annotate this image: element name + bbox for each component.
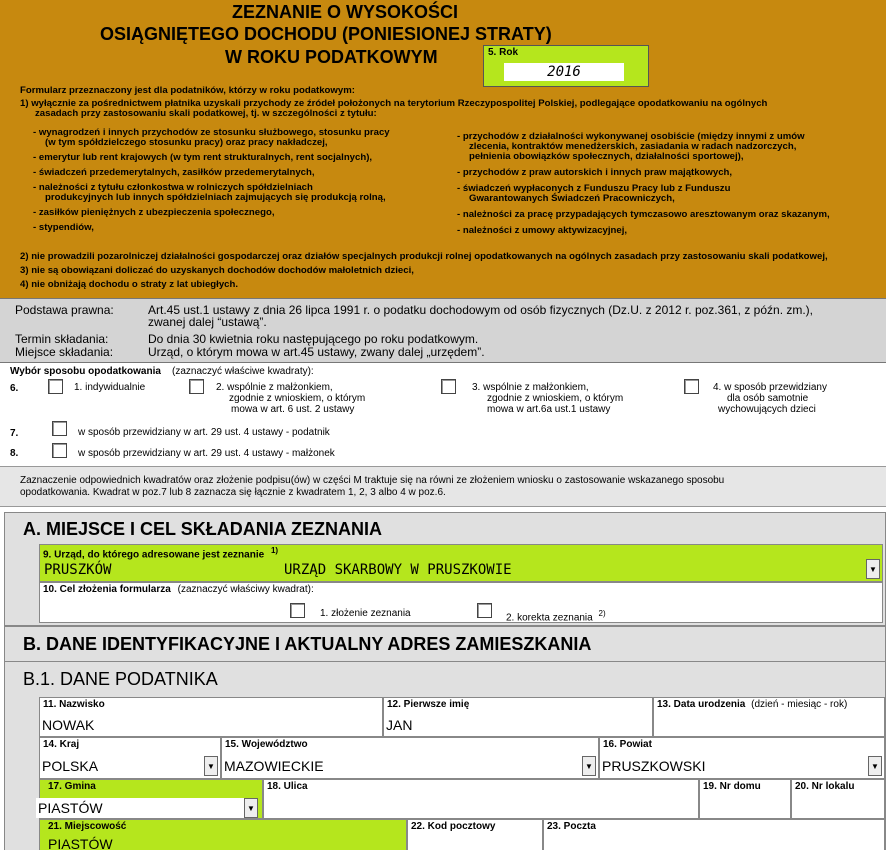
section-b1-title: B.1. DANE PODATNIKA — [23, 669, 218, 689]
section-b-divider — [5, 661, 885, 662]
opt1-checkbox[interactable] — [48, 379, 63, 394]
nazwisko-input[interactable]: NOWAK — [42, 717, 95, 733]
field-22-label: 22. Kod pocztowy — [411, 821, 496, 832]
opt4-label — [713, 382, 827, 415]
miejsce-label: Miejsce składania: — [15, 345, 114, 359]
section-a-title: A. MIEJSCE I CEL SKŁADANIA ZEZNANIA — [23, 519, 383, 539]
field-16-label: 16. Powiat — [603, 739, 652, 750]
rok-label: 5. Rok — [488, 47, 519, 58]
termin-value: Do dnia 30 kwietnia roku następującego po roku podatkowym. — [148, 332, 479, 346]
field-15 — [221, 737, 599, 779]
row7-number: 7. — [10, 428, 19, 439]
opt4-line: wychowujących dzieci — [718, 404, 816, 415]
field-14 — [39, 737, 221, 779]
field-17-label: 17. Gmina — [48, 781, 96, 792]
cel-korekta-text: 2. korekta zeznania — [506, 612, 593, 624]
legal-info — [0, 298, 886, 362]
opt3-label — [472, 382, 623, 415]
intro-list-line: pełnienia obowiązków społecznych, działalności sportowej), — [469, 151, 744, 162]
gmina-select[interactable]: PIASTÓW — [38, 800, 103, 816]
intro-list-line: - świadczeń przedemerytalnych, zasiłków przedemerytalnych, — [33, 167, 315, 178]
intro-list-line: - wynagrodzeń i innych przychodów ze stosunku służbowego, stosunku pracy — [33, 127, 390, 138]
intro-heading: Formularz przeznaczony jest dla podatników, którzy w roku podatkowym: — [20, 85, 355, 96]
field-15-label: 15. Województwo — [225, 739, 308, 750]
section-b-title: B. DANE IDENTYFIKACYJNE I AKTUALNY ADRES ZAMIESZKANIA — [23, 634, 592, 654]
wybor-note — [0, 466, 886, 507]
row6-number: 6. — [10, 383, 19, 394]
opt3-line: 3. wspólnie z małżonkiem, — [472, 382, 589, 393]
opt1-label — [74, 382, 145, 393]
gmina-dropdown-icon[interactable]: ▼ — [244, 798, 258, 818]
field-20 — [791, 779, 885, 819]
podstawa-label: Podstawa prawna: — [15, 303, 114, 317]
section-b — [4, 626, 886, 850]
opt2-line: zgodnie z wnioskiem, o którym — [229, 393, 366, 404]
field-12-label: 12. Pierwsze imię — [387, 699, 470, 710]
opt3-line: mowa w art.6a ust.1 ustawy — [487, 404, 611, 415]
field-9-footnote: 1) — [270, 546, 279, 555]
title-line1: ZEZNANIE O WYSOKOŚCI — [232, 2, 459, 22]
cel-korekta-footnote: 2) — [598, 609, 606, 618]
note-line2: opodatkowania. Kwadrat w poz.7 lub 8 zaznacza się łącznie z kwadratem 1, 2, 3 albo 4 w poz.6. — [20, 487, 446, 498]
row7-checkbox[interactable] — [52, 421, 67, 436]
intro-list-line: - należności z tytułu członkostwa w rolniczych spółdzielniach — [33, 182, 313, 193]
field-9 — [39, 544, 883, 582]
rok-input[interactable]: 2016 — [504, 63, 624, 81]
field-20-label: 20. Nr lokalu — [795, 781, 855, 792]
intro-list-line: - należności z umowy aktywizacyjnej, — [457, 225, 628, 236]
opt2-checkbox[interactable] — [189, 379, 204, 394]
field-13-label-text: 13. Data urodzenia — [657, 699, 746, 710]
gmina-value-box — [36, 798, 258, 818]
field-18 — [263, 779, 699, 819]
field-9-dropdown-icon[interactable]: ▼ — [866, 559, 880, 579]
podstawa-line2: zwanej dalej “ustawą”. — [148, 315, 267, 329]
miejscowosc-input[interactable]: PIASTÓW — [48, 836, 113, 850]
row8-number: 8. — [10, 448, 19, 459]
opt4-line: dla osób samotnie — [727, 393, 809, 404]
section-a — [4, 512, 886, 626]
intro-list-line: - świadczeń wypłaconych z Funduszu Pracy lub z Funduszu — [457, 183, 731, 194]
field-12 — [383, 697, 653, 737]
field-10 — [39, 582, 883, 623]
intro-list-line: (w tym spółdzielczego stosunku pracy) oraz pracy nakładczej, — [45, 137, 328, 148]
cel-korekta-label — [506, 608, 606, 623]
intro-list-line: produkcyjnych lub innych spółdzielniach zajmujących się produkcją rolną, — [45, 192, 386, 203]
intro-list-line: - przychodów z praw autorskich i innych praw majątkowych, — [457, 167, 733, 178]
field-11 — [39, 697, 383, 737]
cel-zlozenie-checkbox[interactable] — [290, 603, 305, 618]
intro-p2: 2) nie prowadzili pozarolniczej działalności gospodarczej oraz działów specjalnych produkcji rolnej opodatkowanych na ogólnych zasadach przy zastosowaniu skali podatkowej, — [20, 251, 828, 262]
field-9-label — [43, 546, 278, 560]
field-10-label-text: 10. Cel złożenia formularza — [43, 584, 171, 595]
intro-list-line: zlecenia, kontraktów menedżerskich, zasiadania w radach nadzorczych, — [469, 141, 797, 152]
opt1-line: 1. indywidualnie — [74, 382, 146, 393]
field-23 — [543, 819, 885, 850]
powiat-select[interactable]: PRUSZKOWSKI — [602, 758, 706, 774]
field-22 — [407, 819, 543, 850]
row8-label: w sposób przewidziany w art. 29 ust. 4 ustawy - małżonek — [78, 448, 335, 459]
field-13-hint: (dzień - miesiąc - rok) — [751, 699, 848, 710]
intro-list-line: - przychodów z działalności wykonywanej osobiście (między innymi z umów — [457, 131, 805, 142]
field-13 — [653, 697, 885, 737]
field-21 — [39, 819, 407, 850]
rok-field — [483, 45, 649, 87]
intro-list-line: Gwarantowanych Świadczeń Pracowniczych, — [469, 193, 675, 204]
wojewodztwo-dropdown-icon[interactable]: ▼ — [582, 756, 596, 776]
field-13-label — [657, 699, 847, 710]
intro-p3: 3) nie są obowiązani doliczać do uzyskanych dochodów dochodów małoletnich dzieci, — [20, 265, 414, 276]
opt3-checkbox[interactable] — [441, 379, 456, 394]
miejsce-value: Urząd, o którym mowa w art.45 ustawy, zwany dalej „urzędem”. — [148, 345, 485, 359]
intro-p1-line1: 1) wyłącznie za pośrednictwem płatnika uzyskali przychody ze źródeł położonych na terytorium Rzeczypospolitej Polskiej, podlegające opodatkowaniu na ogólnych — [20, 98, 768, 109]
opt2-label — [216, 382, 365, 415]
row7-label: w sposób przewidziany w art. 29 ust. 4 ustawy - podatnik — [78, 427, 330, 438]
field-14-label: 14. Kraj — [43, 739, 80, 750]
wojewodztwo-select[interactable]: MAZOWIECKIE — [224, 758, 324, 774]
opt2-line: 2. wspólnie z małżonkiem, — [216, 382, 333, 393]
intro-p4: 4) nie obniżają dochodu o straty z lat ubiegłych. — [20, 279, 239, 290]
wybor-section — [0, 362, 886, 466]
kraj-dropdown-icon[interactable]: ▼ — [204, 756, 218, 776]
field-11-label: 11. Nazwisko — [43, 699, 105, 710]
note-line1: Zaznaczenie odpowiednich kwadratów oraz złożenie podpisu(ów) w części M traktuje się na równi ze złożeniem wniosku o zastosowanie wskazanego sposobu — [20, 475, 725, 486]
field-23-label: 23. Poczta — [547, 821, 596, 832]
title-line2: OSIĄGNIĘTEGO DOCHODU (PONIESIONEJ STRATY) — [100, 24, 552, 44]
opt3-line: zgodnie z wnioskiem, o którym — [487, 393, 624, 404]
intro-list-line: - emerytur lub rent krajowych (w tym rent strukturalnych, rent socjalnych), — [33, 152, 373, 163]
field-16 — [599, 737, 885, 779]
field-10-hint: (zaznaczyć właściwy kwadrat): — [177, 584, 314, 595]
field-9-office[interactable]: URZĄD SKARBOWY W PRUSZKOWIE — [284, 562, 512, 578]
form-header — [0, 0, 886, 298]
field-9-label-text: 9. Urząd, do którego adresowane jest zeznanie — [43, 549, 265, 561]
intro-p1-line2: zasadach przy zastosowaniu skali podatkowej, tj. w szczególności z tytułu: — [35, 108, 377, 119]
field-19 — [699, 779, 791, 819]
opt4-checkbox[interactable] — [684, 379, 699, 394]
podstawa-line1: Art.45 ust.1 ustawy z dnia 26 lipca 1991 r. o podatku dochodowym od osób fizycznych (Dz.U. z 2012 r. poz.361, z późn. zm.), — [148, 303, 814, 317]
wybor-hint: (zaznaczyć właściwe kwadraty): — [172, 366, 314, 377]
opt4-line: 4. w sposób przewidziany — [713, 382, 827, 393]
cel-korekta-checkbox[interactable] — [477, 603, 492, 618]
intro-list-line: - należności za pracę przypadających tymczasowo aresztowanym oraz skazanym, — [457, 209, 830, 220]
intro-list-line: - stypendiów, — [33, 222, 94, 233]
row8-checkbox[interactable] — [52, 443, 67, 458]
field-17 — [39, 779, 263, 819]
field-18-label: 18. Ulica — [267, 781, 308, 792]
imie-input[interactable]: JAN — [386, 717, 413, 733]
powiat-dropdown-icon[interactable]: ▼ — [868, 756, 882, 776]
termin-label: Termin składania: — [15, 332, 109, 346]
field-21-label: 21. Miejscowość — [48, 821, 127, 832]
field-9-city[interactable]: PRUSZKÓW — [44, 562, 112, 578]
field-10-label — [43, 584, 314, 595]
cel-zlozenie-label: 1. złożenie zeznania — [320, 608, 411, 619]
field-19-label: 19. Nr domu — [703, 781, 761, 792]
intro-list-line: - zasiłków pieniężnych z ubezpieczenia społecznego, — [33, 207, 275, 218]
opt2-line: mowa w art. 6 ust. 2 ustawy — [231, 404, 355, 415]
title-line3: W ROKU PODATKOWYM — [225, 47, 438, 67]
kraj-select[interactable]: POLSKA — [42, 758, 99, 774]
wybor-heading: Wybór sposobu opodatkowania — [10, 366, 161, 377]
